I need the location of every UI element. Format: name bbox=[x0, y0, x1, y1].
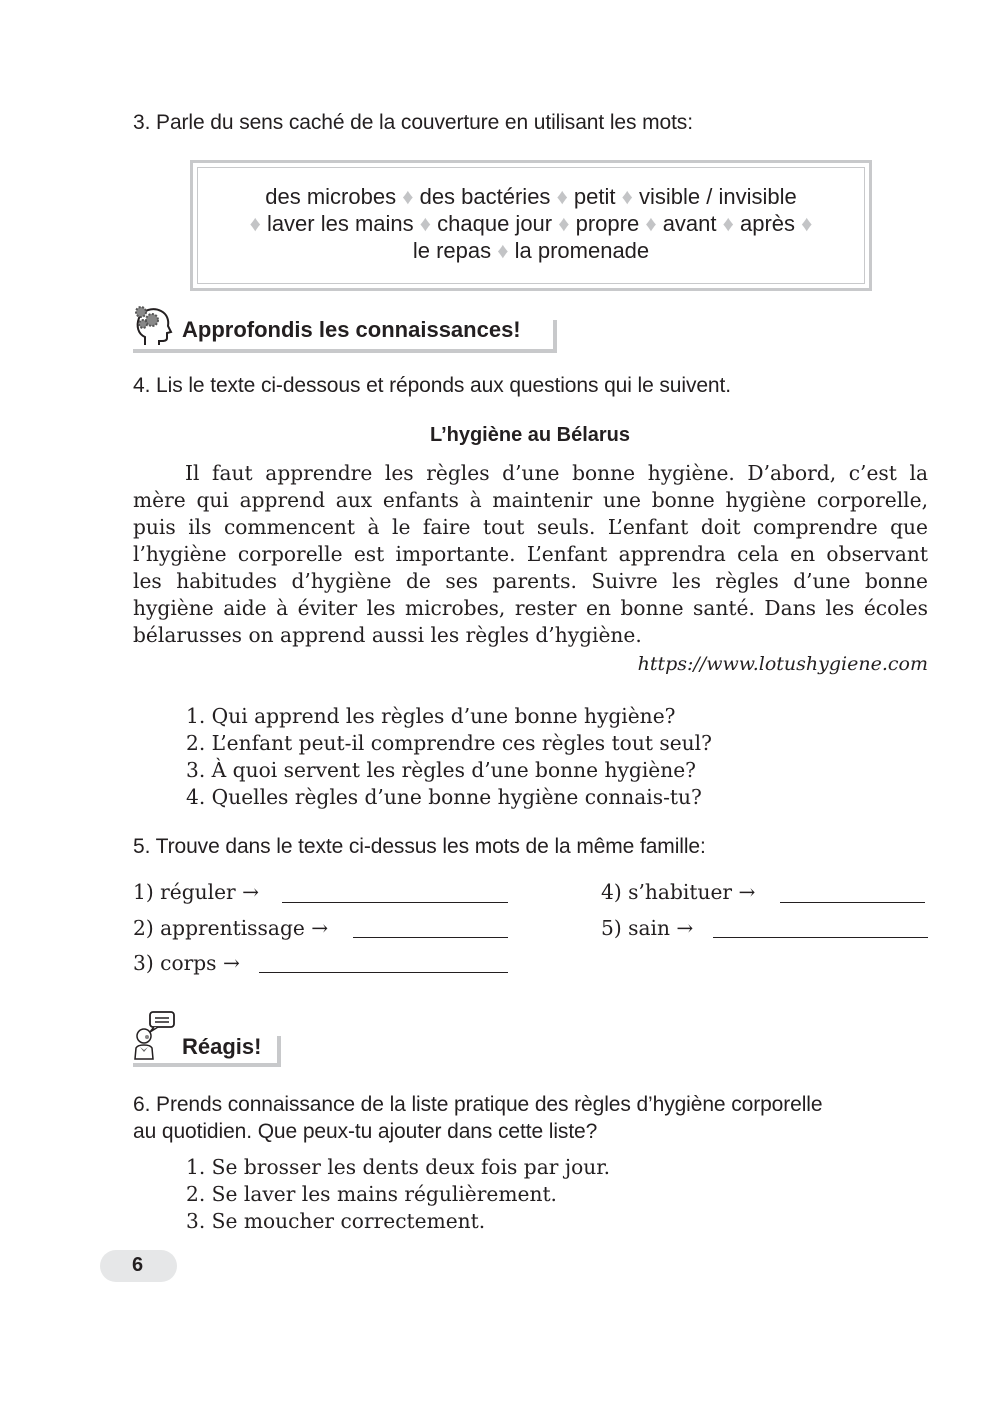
word: des microbes bbox=[265, 184, 397, 209]
text-line: puis ils commencent à le faire tout seuls. L’enfant doit comprendre que bbox=[133, 515, 928, 539]
diamond-icon: ♦ bbox=[621, 184, 633, 209]
person-speech-bubble-icon bbox=[133, 1010, 177, 1062]
word-box bbox=[190, 160, 872, 291]
text-line: les habitudes d’hygiène de ses parents. Suivre les règles d’une bonne bbox=[133, 569, 928, 593]
word-family-label: 4) s’habituer → bbox=[601, 880, 756, 904]
word-box-line-3 bbox=[193, 238, 869, 264]
exercise-5-title: 5. Trouve dans le texte ci-dessus les mots de la même famille: bbox=[133, 835, 706, 858]
answer-line-2[interactable] bbox=[353, 937, 508, 938]
diamond-icon: ♦ bbox=[249, 211, 261, 236]
word-family-label: 5) sain → bbox=[601, 916, 694, 940]
answer-line-3[interactable] bbox=[259, 972, 508, 973]
text-line: Il faut apprendre les règles d’une bonne hygiène. D’abord, c’est la bbox=[185, 461, 928, 485]
diamond-icon: ♦ bbox=[419, 211, 432, 236]
text-line: bélarusses on apprend aussi les règles d’hygiène. bbox=[133, 623, 642, 647]
word-family-label: 3) corps → bbox=[133, 951, 240, 975]
hygiene-rules-list bbox=[186, 1154, 610, 1235]
diamond-icon: ♦ bbox=[722, 211, 734, 236]
word: visible / invisible bbox=[639, 184, 797, 209]
answer-line-5[interactable] bbox=[713, 937, 928, 938]
answer-line-1[interactable] bbox=[282, 902, 508, 903]
diamond-icon: ♦ bbox=[801, 211, 813, 236]
answer-line-4[interactable] bbox=[780, 902, 925, 903]
word: laver les mains bbox=[266, 211, 414, 236]
word: après bbox=[740, 211, 796, 236]
rule-item: 2. Se laver les mains régulièrement. bbox=[186, 1182, 557, 1206]
exercise-6-title bbox=[133, 1091, 822, 1145]
word-family-label: 2) apprentissage → bbox=[133, 916, 329, 940]
text-line: mère qui apprend aux enfants à maintenir une bonne hygiène corporelle, bbox=[133, 488, 928, 512]
word: chaque jour bbox=[437, 211, 553, 236]
diamond-icon: ♦ bbox=[497, 238, 509, 263]
diamond-icon: ♦ bbox=[645, 211, 657, 236]
exercise-4-title: 4. Lis le texte ci-dessous et réponds aux questions qui le suivent. bbox=[133, 374, 731, 397]
page-number: 6 bbox=[132, 1254, 144, 1276]
text-line: hygiène aide à éviter les microbes, rester en bonne santé. Dans les écoles bbox=[133, 596, 928, 620]
question-list bbox=[186, 703, 712, 811]
word: petit bbox=[573, 184, 616, 209]
reading-text bbox=[133, 460, 928, 649]
diamond-icon: ♦ bbox=[402, 184, 414, 209]
section-sidebar-line bbox=[277, 1036, 281, 1067]
word: le repas bbox=[412, 238, 492, 263]
text-title: L’hygiène au Bélarus bbox=[429, 424, 631, 446]
section-underline bbox=[133, 1063, 281, 1067]
word: la promenade bbox=[514, 238, 650, 263]
question-item: 3. À quoi servent les règles d’une bonne hygiène? bbox=[186, 758, 697, 782]
question-item: 2. L’enfant peut-il comprendre ces règles tout seul? bbox=[186, 731, 712, 755]
rule-item: 1. Se brosser les dents deux fois par jour. bbox=[186, 1155, 611, 1179]
word: avant bbox=[662, 211, 717, 236]
section-title-approfondis: Approfondis les connaissances! bbox=[182, 317, 521, 342]
source-link[interactable]: https://www.lotushygiene.com bbox=[637, 653, 928, 675]
word-box-line-1 bbox=[193, 184, 869, 210]
page-number-badge bbox=[100, 1250, 177, 1282]
word-box-line-2 bbox=[193, 211, 869, 237]
word: des bactéries bbox=[419, 184, 551, 209]
diamond-icon: ♦ bbox=[556, 184, 568, 209]
rule-item: 3. Se moucher correctement. bbox=[186, 1209, 486, 1233]
section-sidebar-line bbox=[553, 320, 557, 353]
word: propre bbox=[575, 211, 640, 236]
question-item: 1. Qui apprend les règles d’une bonne hygiène? bbox=[186, 704, 676, 728]
section-title-reagis: Réagis! bbox=[182, 1034, 262, 1059]
section-underline bbox=[133, 349, 557, 353]
word-family-label: 1) réguler → bbox=[133, 880, 260, 904]
exercise-6-title-line: 6. Prends connaissance de la liste pratique des règles d’hygiène corporelle bbox=[133, 1093, 823, 1116]
diamond-icon: ♦ bbox=[558, 211, 570, 236]
exercise-6-title-line: au quotidien. Que peux-tu ajouter dans cette liste? bbox=[133, 1120, 598, 1143]
exercise-3-title: 3. Parle du sens caché de la couverture en utilisant les mots: bbox=[133, 111, 693, 134]
text-line: l’hygiène corporelle est importante. L’enfant apprendra cela en observant bbox=[133, 542, 928, 566]
question-item: 4. Quelles règles d’une bonne hygiène connais-tu? bbox=[186, 785, 702, 809]
head-gears-icon bbox=[133, 304, 173, 346]
